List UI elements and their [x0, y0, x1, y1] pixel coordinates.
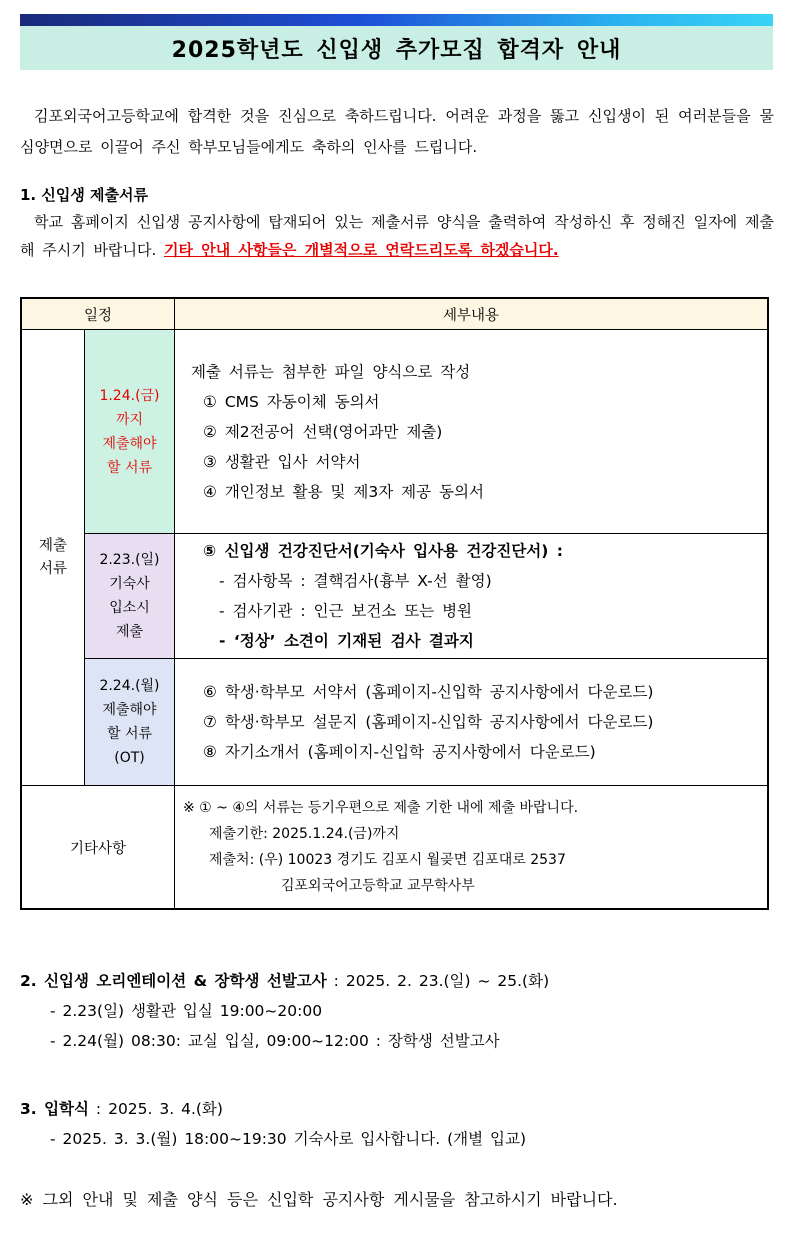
section3-date: : 2025. 3. 4.(화) — [89, 1100, 223, 1118]
detail-line: 제출 서류는 첨부한 파일 양식으로 작성 — [191, 362, 471, 381]
section1-notice: 기타 안내 사항들은 개별적으로 연락드리도록 하겠습니다. — [164, 241, 559, 259]
detail-line: - ‘정상’ 소견이 기재된 검사 결과지 — [219, 632, 474, 650]
detail-line: ② 제2전공어 선택(영어과만 제출) — [203, 422, 443, 441]
detail-line: ① CMS 자동이체 동의서 — [203, 392, 380, 411]
detail-line: - 검사기관 : 인근 보건소 또는 병원 — [219, 602, 473, 620]
date-line: (OT) — [114, 750, 145, 766]
page-title: 2025학년도 신입생 추가모집 합격자 안내 — [171, 37, 622, 63]
date-cell-3 — [85, 659, 175, 786]
date-line: 제출해야 — [102, 702, 157, 718]
category-line: 제출 — [38, 537, 67, 554]
title-banner — [20, 26, 773, 70]
section2-item: - 2.24(월) 08:30: 교실 입실, 09:00~12:00 : 장학생 선발고사 — [50, 1032, 500, 1050]
detail-line: ⑤ 신입생 건강진단서(기숙사 입사용 건강진단서) : — [203, 542, 563, 560]
detail-line: ④ 개인정보 활용 및 제3자 제공 동의서 — [203, 482, 484, 501]
section3-heading-line — [20, 1094, 526, 1124]
date-line: 할 서류 — [106, 459, 153, 476]
etc-line: 제출기한: 2025.1.24.(금)까지 — [209, 826, 400, 842]
date-line: 까지 — [115, 411, 144, 428]
intro-paragraph: 김포외국어고등학교에 합격한 것을 진심으로 축하드립니다. 어려운 과정을 뚫고 신입생이 된 여러분들을 물심양면으로 이끌어 주신 학부모님들에게도 축하의 인사를 드립니다. — [20, 107, 774, 156]
section2-heading-line — [20, 966, 549, 996]
detail-line: - 검사항목 : 결핵검사(흉부 X-선 촬영) — [219, 572, 492, 590]
section1-heading: 1. 신입생 제출서류 — [20, 186, 149, 204]
detail-cell-3 — [175, 659, 769, 786]
section2-heading: 2. 신입생 오리엔테이션 & 장학생 선발고사 — [20, 972, 327, 990]
etc-line: 김포외국어고등학교 교무학사부 — [281, 878, 475, 894]
etc-label: 기타사항 — [21, 786, 175, 910]
date-line: 입소시 — [109, 600, 150, 616]
date-cell-1 — [85, 330, 175, 534]
title-gradient-bar — [20, 14, 773, 26]
date-line: 제출 — [115, 624, 144, 640]
section1-body — [20, 208, 774, 264]
category-line: 서류 — [38, 560, 67, 577]
section1-text: 학교 홈페이지 신입생 공지사항에 탑재되어 있는 제출서류 양식을 출력하여 작성하신 후 정해진 일자에 제출해 주시기 바랍니다. — [20, 213, 774, 259]
detail-cell-2 — [175, 534, 769, 659]
etc-line: ※ ① ~ ④의 서류는 등기우편으로 제출 기한 내에 제출 바랍니다. — [183, 800, 579, 816]
section3 — [20, 1094, 526, 1154]
category-submit — [21, 330, 85, 786]
header-detail: 세부내용 — [175, 298, 769, 330]
date-cell-2 — [85, 534, 175, 659]
detail-cell-1 — [175, 330, 769, 534]
detail-line: ③ 생활관 입사 서약서 — [203, 452, 361, 471]
etc-line: 제출처: (우) 10023 경기도 김포시 월곶면 김포대로 2537 — [209, 852, 566, 868]
section3-heading: 3. 입학식 — [20, 1100, 89, 1118]
date-line: 기숙사 — [109, 576, 150, 592]
date-line: 2.24.(월) — [99, 678, 160, 694]
detail-line: ⑧ 자기소개서 (홈페이지-신입학 공지사항에서 다운로드) — [203, 743, 596, 761]
detail-line: ⑦ 학생·학부모 설문지 (홈페이지-신입학 공지사항에서 다운로드) — [203, 713, 654, 731]
section2 — [20, 966, 549, 1056]
date-line: 제출해야 — [102, 435, 157, 452]
section3-item: - 2025. 3. 3.(월) 18:00~19:30 기숙사로 입사합니다. (개별 입교) — [50, 1130, 527, 1148]
header-schedule: 일정 — [21, 298, 175, 330]
detail-line: ⑥ 학생·학부모 서약서 (홈페이지-신입학 공지사항에서 다운로드) — [203, 683, 654, 701]
date-line: 1.24.(금) — [99, 387, 160, 404]
section2-item: - 2.23(일) 생활관 입실 19:00~20:00 — [50, 1002, 323, 1020]
footer-note: ※ 그외 안내 및 제출 양식 등은 신입학 공지사항 게시물을 참고하시기 바랍니다. — [20, 1190, 618, 1209]
etc-cell — [175, 786, 769, 910]
section2-dates: : 2025. 2. 23.(일) ~ 25.(화) — [326, 972, 550, 990]
date-line: 2.23.(일) — [99, 552, 160, 568]
date-line: 할 서류 — [106, 726, 153, 742]
schedule-table — [20, 297, 769, 910]
